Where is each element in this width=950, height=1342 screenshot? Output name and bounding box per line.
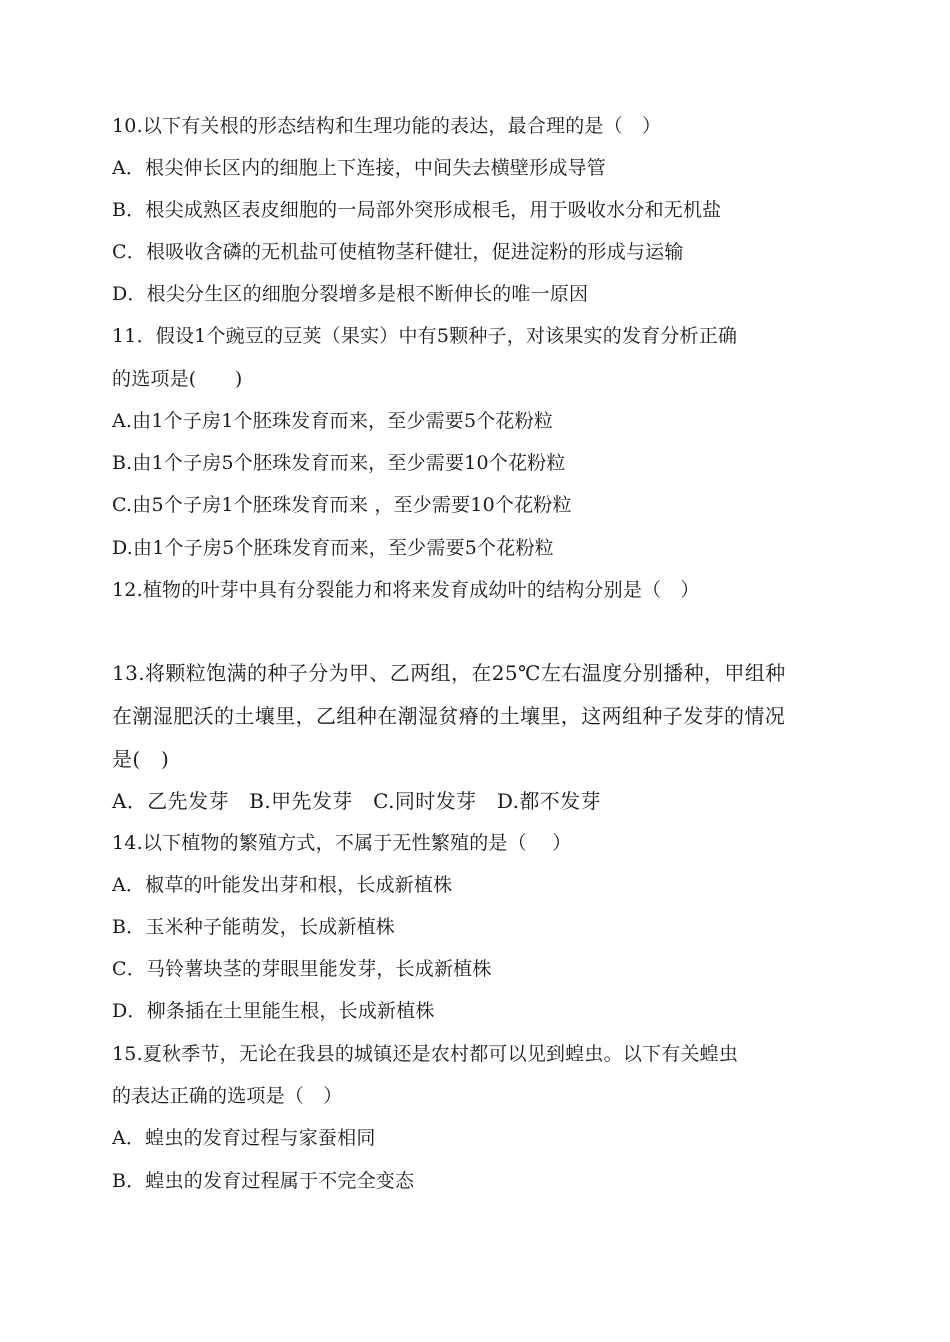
question-10-option-a: A．根尖伸长区内的细胞上下连接，中间失去横壁形成导管	[112, 157, 606, 179]
question-13-stem-line2: 在潮湿肥沃的土壤里，乙组种在潮湿贫瘠的土壤里，这两组种子发芽的情况	[112, 704, 786, 728]
question-11-option-a: A.由1个子房1个胚珠发育而来，至少需要5个花粉粒	[112, 410, 554, 432]
question-15-option-a: A．蝗虫的发育过程与家蚕相同	[112, 1127, 376, 1149]
question-13-stem-line1: 13.将颗粒饱满的种子分为甲、乙两组，在25℃左右温度分别播种，甲组种	[112, 661, 786, 685]
question-15-stem-line1: 15.夏秋季节，无论在我县的城镇还是农村都可以见到蝗虫。以下有关蝗虫	[112, 1043, 739, 1065]
question-14-option-b: B．玉米种子能萌发，长成新植株	[112, 916, 395, 938]
question-11-stem-line2: 的选项是( )	[112, 368, 243, 390]
question-10-option-b: B．根尖成熟区表皮细胞的一局部外突形成根毛，用于吸收水分和无机盐	[112, 199, 722, 221]
question-10-option-c: C．根吸收含磷的无机盐可使植物茎秆健壮，促进淀粉的形成与运输	[112, 241, 684, 263]
question-15-stem-line2: 的表达正确的选项是（ ）	[112, 1085, 343, 1107]
question-10-option-d: D．根尖分生区的细胞分裂增多是根不断伸长的唯一原因	[112, 283, 589, 305]
question-13-options: A．乙先发芽 B.甲先发芽 C.同时发芽 D.都不发芽	[112, 789, 601, 813]
question-14-stem: 14.以下植物的繁殖方式，不属于无性繁殖的是（ ）	[112, 832, 572, 854]
question-14-option-c: C．马铃薯块茎的芽眼里能发芽，长成新植株	[112, 958, 492, 980]
question-11-option-c: C.由5个子房1个胚珠发育而来 ，至少需要10个花粉粒	[112, 494, 572, 516]
question-11-option-d: D.由1个子房5个胚珠发育而来，至少需要5个花粉粒	[112, 537, 554, 559]
question-13-stem-line3: 是( )	[112, 747, 170, 771]
question-11-option-b: B.由1个子房5个胚珠发育而来，至少需要10个花粉粒	[112, 452, 566, 474]
question-11-stem-line1: 11．假设1个豌豆的豆荚（果实）中有5颗种子，对该果实的发育分析正确	[112, 325, 738, 347]
question-14-option-d: D．柳条插在土里能生根，长成新植株	[112, 1000, 435, 1022]
question-12-stem: 12.植物的叶芽中具有分裂能力和将来发育成幼叶的结构分别是（ ）	[112, 579, 700, 601]
question-15-option-b: B．蝗虫的发育过程属于不完全变态	[112, 1170, 415, 1192]
question-10-stem: 10.以下有关根的形态结构和生理功能的表达，最合理的是（ ）	[112, 115, 662, 137]
question-14-option-a: A．椒草的叶能发出芽和根，长成新植株	[112, 874, 453, 896]
